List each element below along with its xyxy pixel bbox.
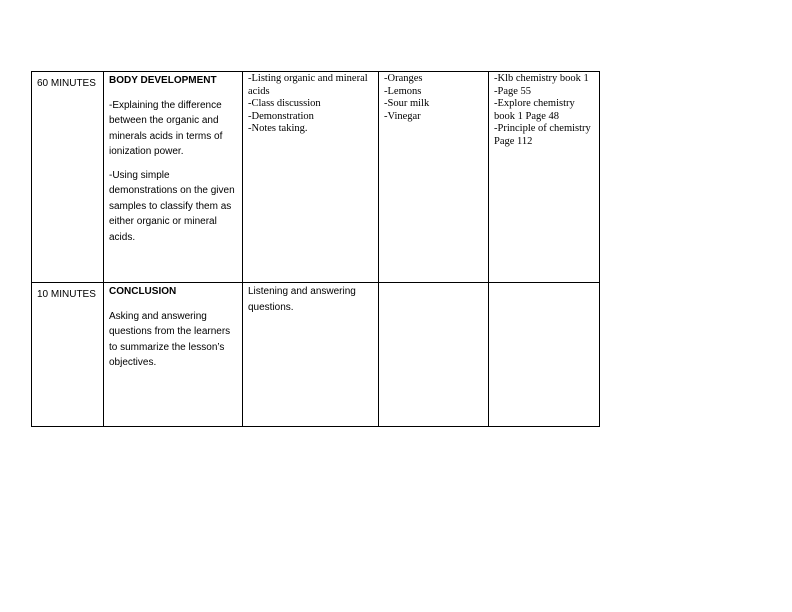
time-label: 10 MINUTES — [37, 289, 96, 300]
references-cell — [489, 72, 600, 283]
stage-paragraph: -Explaining the difference between the organic and minerals acids in terms of ionization power. — [109, 99, 223, 157]
learner-activities-cell — [243, 72, 379, 283]
table-row-conclusion — [32, 283, 600, 427]
activity-item: -Demonstration — [248, 110, 314, 122]
time-cell — [32, 283, 104, 427]
table-row-body-development — [32, 72, 600, 283]
reference-item: -Explore chemistry book 1 Page 48 — [494, 98, 575, 122]
learner-activities-cell — [243, 283, 379, 427]
stage-title: CONCLUSION — [109, 286, 177, 297]
reference-item: -Klb chemistry book 1 — [494, 73, 589, 84]
stage-paragraph: -Using simple demonstrations on the given samples to classify them as either organic or mineral acids. — [109, 169, 235, 243]
reference-item: -Page 55 — [494, 85, 532, 97]
stage-paragraph: Asking and answering questions from the learners to summarize the lesson’s objectives. — [109, 310, 231, 368]
stage-cell — [104, 72, 243, 283]
lesson-plan-table — [31, 71, 600, 427]
stage-title: BODY DEVELOPMENT — [109, 75, 217, 86]
resource-item: -Lemons — [384, 85, 422, 97]
resource-item: -Vinegar — [384, 110, 421, 122]
resource-item: -Oranges — [384, 73, 423, 84]
resources-cell — [379, 283, 489, 427]
references-cell — [489, 283, 600, 427]
stage-cell — [104, 283, 243, 427]
time-label: 60 MINUTES — [37, 78, 96, 89]
activity-item: -Notes taking. — [248, 123, 308, 135]
resource-item: -Sour milk — [384, 98, 430, 110]
activity-item: -Listing organic and mineral acids — [248, 73, 368, 97]
time-cell — [32, 72, 104, 283]
reference-item: -Principle of chemistry Page 112 — [494, 123, 602, 147]
resources-cell — [379, 72, 489, 283]
activity-item: -Class discussion — [248, 98, 321, 110]
activity-item: Listening and answering questions. — [248, 286, 356, 313]
